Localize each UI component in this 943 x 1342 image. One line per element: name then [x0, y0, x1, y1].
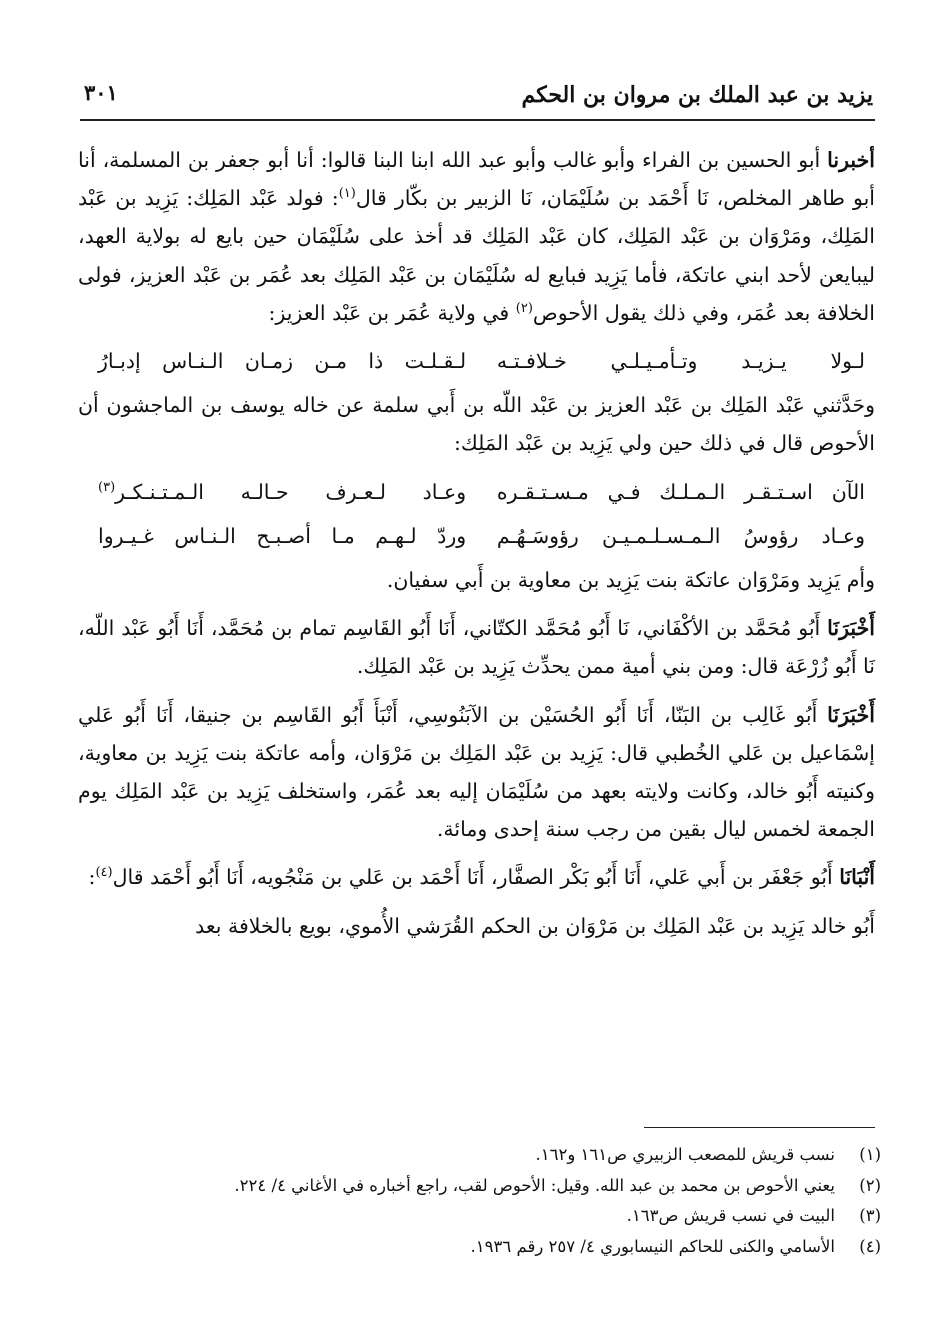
paragraph-6	[78, 858, 875, 896]
page-number: ٣٠١	[84, 80, 118, 105]
paragraph-3	[78, 561, 875, 599]
paragraph-text: في ولاية عُمَر بن عَبْد العزيز:	[268, 300, 516, 325]
verse-text: وعـاد لـعـرف حـالـه الـمـتـنـكـر	[115, 479, 467, 504]
verse-first-hemistich: الآن اسـتـقـر الـمـلـك فـي مـسـتـقـره	[496, 479, 865, 504]
verse-first-hemistich: وعـاد رؤوسُ الـمـسـلـمـيـن رؤوسَـهُـم	[496, 523, 865, 548]
paragraph-2	[78, 386, 875, 462]
paragraph-1	[78, 141, 875, 332]
footnote-rule	[644, 1127, 875, 1128]
paragraph-5	[78, 696, 875, 849]
footnote-item	[78, 1140, 881, 1171]
paragraph-4	[78, 609, 875, 685]
footnote-text: نسب قريش للمصعب الزبيري ص١٦١ و١٦٢.	[535, 1145, 835, 1164]
verse-first-hemistich: لـولا يـزيـد وتـأمـيـلـي خـلافـتـه	[496, 349, 865, 374]
paragraph-text: أَبُو خالد يَزِيد بن عَبْد المَلِك بن مَرْوَان بن الحكم القُرَشي الأُموي، بويع بالخلافة بعد	[195, 913, 875, 938]
main-text	[78, 141, 875, 955]
keyword-akhbarana: أخبرنا	[827, 148, 875, 172]
running-header-title: يزيد بن عبد الملك بن مروان بن الحكم	[521, 82, 873, 108]
paragraph-text: وحَدَّثني عَبْد المَلِك بن عَبْد العزيز بن عَبْد اللّه بن أَبي سلمة عن خاله يوسف بن الماجشون أن الأحوص قال في ذلك حين ولي يَزِيد بن عَبْد المَلِك:	[78, 393, 875, 456]
verse-2	[78, 473, 875, 511]
paragraph-text: أَبُو مُحَمَّد بن الأكْفَاني، نَا أَبُو مُحَمَّد الكتّاني، أَنَا أَبُو القَاسِم تمام بن مُحَمَّد، أَنَا أَبُو عَبْد اللّه، نَا أَبُو زُرْعَة قال: ومن بني أمية ممن يحدِّث يَزِيد بن عَبْد المَلِك.	[78, 616, 875, 679]
keyword-anbaana: أَنْبَانَا	[839, 865, 875, 890]
paragraph-text: أبو الحسين بن الفراء وأبو غالب وأبو عبد الله ابنا البنا قالوا: أنا أبو جعفر بن المسلمة، أنا أبو طاهر المخلص، نَا أَحْمَد بن سُلَيْمَان، نَا الزبير بن بكّار قال	[78, 148, 875, 211]
footnote-text: الأسامي والكنى للحاكم النيسابوري ٤/ ٢٥٧ رقم ١٩٣٦.	[470, 1236, 835, 1256]
footnote-number: (٢)	[859, 1175, 881, 1195]
paragraph-7	[78, 907, 875, 945]
verse-second-hemistich: وردّ لـهـم مـا أصـبـح الـنـاس غـيـروا	[98, 523, 467, 548]
verse-second-hemistich: لـقـلـت ذا مـن زمـان الـنـاس إدبـارُ	[98, 349, 467, 374]
footnotes	[78, 1140, 881, 1262]
keyword-akhbarana: أَخْبَرَنَا	[827, 702, 875, 727]
footnote-number: (١)	[859, 1145, 881, 1164]
footnote-ref: (٢)	[515, 300, 533, 316]
footnote-ref: (١)	[338, 186, 356, 202]
header-rule	[80, 119, 875, 121]
footnote-ref: (٤)	[95, 865, 113, 881]
footnote-item	[78, 1232, 881, 1263]
footnote-text: البيت في نسب قريش ص١٦٣.	[626, 1206, 835, 1225]
paragraph-text: : فولد عَبْد المَلِك: يَزِيد بن عَبْد المَلِك، ومَرْوَان بن عَبْد المَلِك، كان عَبْد المَلِك قد أخذ على سُلَيْمَان حين بايع له بولاية العهد، ليبايعن لأحد ابني عاتكة، فأما يَزِيد فبايع له سُلَيْمَان بن عَبْد المَلِك بعد عُمَر بن عَبْد العزيز، فولى الخلافة بعد عُمَر، وفي ذلك يقول الأحوص	[78, 186, 875, 325]
paragraph-text: :	[88, 865, 96, 890]
verse-second-hemistich	[98, 473, 466, 511]
paragraph-text: أَبُو غَالِب بن البَنّا، أَنَا أَبُو الحُسَيْن بن الآبَنُوسِي، أَنْبَأَ أَبُو القَاسِم بن جنيقا، أَنَا أَبُو عَلي إسْمَاعيل بن عَلي الخُطبي قال: يَزِيد بن عَبْد المَلِك بن مَرْوَان، وأمه عاتكة بنت يَزِيد بن معاوية، وكنيته أَبُو خالد، وكانت ولايته بعهد من سُلَيْمَان إليه بعد عُمَر، واستخلف يَزِيد بن عَبْد المَلِك يوم الجمعة لخمس ليال بقين من رجب سنة إحدى ومائة.	[78, 702, 875, 842]
footnote-number: (٤)	[859, 1236, 881, 1256]
paragraph-text: أَبُو جَعْفَر بن أَبي عَلي، أَنَا أَبُو بَكْر الصفَّار، أَنَا أَحْمَد بن عَلي بن مَنْجُويه، أَنَا أَبُو أَحْمَد قال	[112, 865, 840, 890]
verse-1	[78, 342, 875, 380]
footnote-item	[78, 1171, 881, 1202]
footnote-item	[78, 1201, 881, 1232]
footnote-ref: (٣)	[98, 479, 116, 495]
footnote-text: يعني الأحوص بن محمد بن عبد الله. وقيل: الأحوص لقب، راجع أخباره في الأغاني ٤/ ٢٢٤.	[234, 1175, 835, 1195]
paragraph-text: وأم يَزِيد ومَرْوَان عاتكة بنت يَزِيد بن معاوية بن أَبي سفيان.	[386, 568, 875, 593]
verse-3	[78, 517, 875, 555]
keyword-akhbarana: أَخْبَرَنَا	[827, 616, 875, 641]
footnote-number: (٣)	[859, 1206, 881, 1225]
